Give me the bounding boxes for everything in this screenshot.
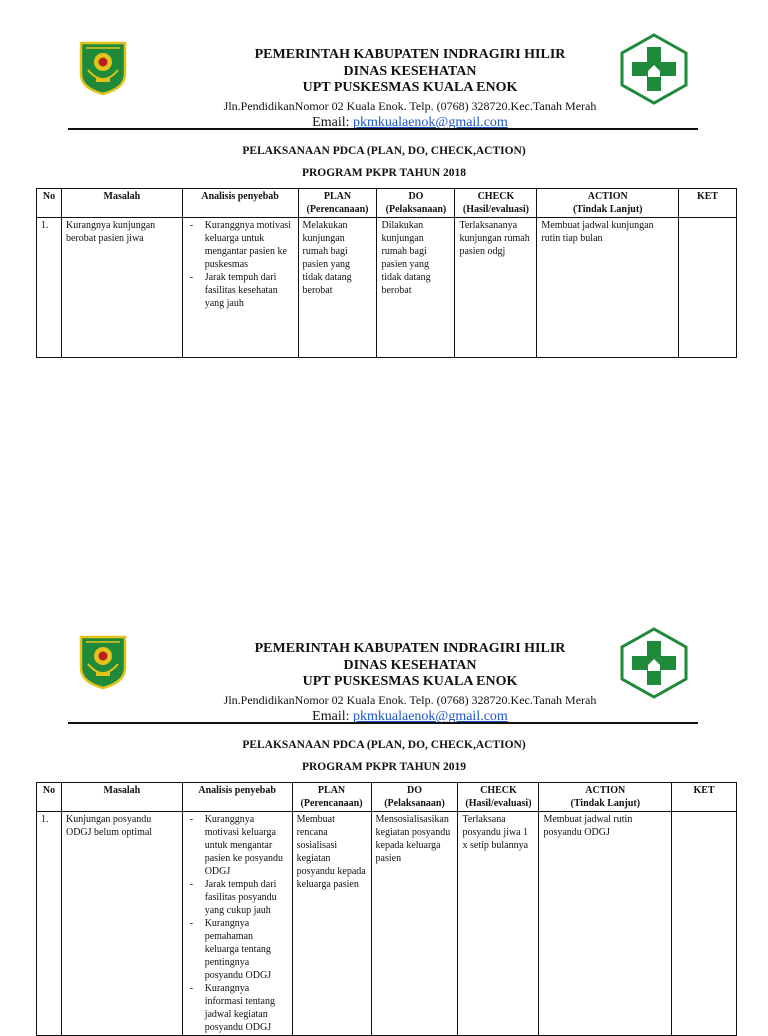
header-analisis: Analisis penyebab [182, 189, 298, 218]
header-plan: PLAN (Perencanaan) [292, 783, 371, 812]
cell-no: 1. [37, 218, 62, 358]
address: Jln.PendidikanNomor 02 Kuala Enok. Telp. (0768) 328720.Kec.Tanah Merah [223, 692, 597, 707]
email-label: Email: [312, 114, 350, 130]
puskesmas-name: UPT PUSKESMAS KUALA ENOK [302, 80, 518, 95]
email-link[interactable]: pkmkualaenok@gmail.com [353, 114, 508, 130]
header-ket: KET [679, 189, 737, 218]
regency-emblem-icon [78, 634, 128, 690]
document-title: PELAKSANAAN PDCA (PLAN, DO, CHECK,ACTION) [242, 739, 526, 751]
cell-masalah: Kurangnya kunjungan berobat pasien jiwa [61, 218, 182, 358]
table-row [37, 812, 737, 1036]
cell-plan: Membuat rencana sosialisasi kegiatan posyandu kepada keluarga pasien [292, 812, 371, 1036]
header-action: ACTION (Tindak Lanjut) [539, 783, 672, 812]
puskesmas-name: UPT PUSKESMAS KUALA ENOK [302, 674, 518, 689]
gov-name: PEMERINTAH KABUPATEN INDRAGIRI HILIR [254, 47, 566, 62]
header-plan: PLAN (Perencanaan) [298, 189, 377, 218]
table-row [37, 218, 737, 358]
analisis-item: - Kuranggnya motivasi keluarga untuk mengantar pasien ke posyandu ODGJ [205, 813, 288, 878]
header-check: CHECK (Hasil/evaluasi) [458, 783, 539, 812]
header-analisis: Analisis penyebab [182, 783, 292, 812]
cell-ket [672, 812, 737, 1036]
document-page-2019 [0, 594, 768, 1033]
analisis-item: - Kuranggnya motivasi keluarga untuk mengantar pasien ke puskesmas [205, 219, 294, 271]
letterhead-rule [68, 722, 698, 724]
header-do: DO (Pelaksanaan) [371, 783, 458, 812]
address: Jln.PendidikanNomor 02 Kuala Enok. Telp. (0768) 328720.Kec.Tanah Merah [223, 98, 597, 113]
cell-masalah: Kunjungan posyandu ODGJ belum optimal [61, 812, 182, 1036]
cell-ket [679, 218, 737, 358]
header-check: CHECK (Hasil/evaluasi) [455, 189, 537, 218]
analisis-item: - Kurangnya pemahaman keluarga tentang pentingnya posyandu ODGJ [205, 917, 288, 982]
document-subtitle: PROGRAM PKPR TAHUN 2018 [301, 167, 467, 179]
gov-name: PEMERINTAH KABUPATEN INDRAGIRI HILIR [254, 641, 566, 656]
analisis-item: - Jarak tempuh dari fasilitas posyandu yang cukup jauh [205, 878, 288, 917]
document-title: PELAKSANAAN PDCA (PLAN, DO, CHECK,ACTION) [242, 145, 526, 157]
cell-analisis [182, 218, 298, 358]
analisis-item: - Jarak tempuh dari fasilitas kesehatan yang jauh [205, 271, 294, 310]
cell-action: Membuat jadwal rutin posyandu ODGJ [539, 812, 672, 1036]
cell-check: Terlaksananya kunjungan rumah pasien odgj [455, 218, 537, 358]
cell-analisis [182, 812, 292, 1036]
cell-plan: Melakukan kunjungan rumah bagi pasien yang tidak datang berobat [298, 218, 377, 358]
table-header-row [37, 783, 737, 812]
header-no: No [37, 783, 62, 812]
header-ket: KET [672, 783, 737, 812]
pdca-table [36, 188, 737, 358]
analisis-item: - Kurangnya informasi tentang jadwal kegiatan posyandu ODGJ [205, 982, 288, 1034]
pdca-table [36, 782, 737, 1036]
header-action: ACTION (Tindak Lanjut) [537, 189, 679, 218]
cell-do: Mensosialisasikan kegiatan posyandu kepada keluarga pasien [371, 812, 458, 1036]
department-name: DINAS KESEHATAN [343, 63, 477, 79]
header-no: No [37, 189, 62, 218]
header-masalah: Masalah [61, 189, 182, 218]
email-label: Email: [312, 708, 350, 724]
header-do: DO (Pelaksanaan) [377, 189, 455, 218]
document-page-2018 [0, 0, 768, 309]
email-link[interactable]: pkmkualaenok@gmail.com [353, 708, 508, 724]
cell-check: Terlaksana posyandu jiwa 1 x setip bulannya [458, 812, 539, 1036]
puskesmas-logo-icon [620, 33, 688, 105]
regency-emblem-icon [78, 40, 128, 96]
letterhead [0, 594, 768, 729]
puskesmas-logo-icon [620, 627, 688, 699]
letterhead [0, 0, 768, 135]
department-name: DINAS KESEHATAN [343, 657, 477, 673]
cell-do: Dilakukan kunjungan rumah bagi pasien yang tidak datang berobat [377, 218, 455, 358]
cell-action: Membuat jadwal kunjungan rutin tiap bulan [537, 218, 679, 358]
cell-no: 1. [37, 812, 62, 1036]
document-subtitle: PROGRAM PKPR TAHUN 2019 [301, 761, 467, 773]
header-masalah: Masalah [61, 783, 182, 812]
letterhead-rule [68, 128, 698, 130]
table-header-row [37, 189, 737, 218]
